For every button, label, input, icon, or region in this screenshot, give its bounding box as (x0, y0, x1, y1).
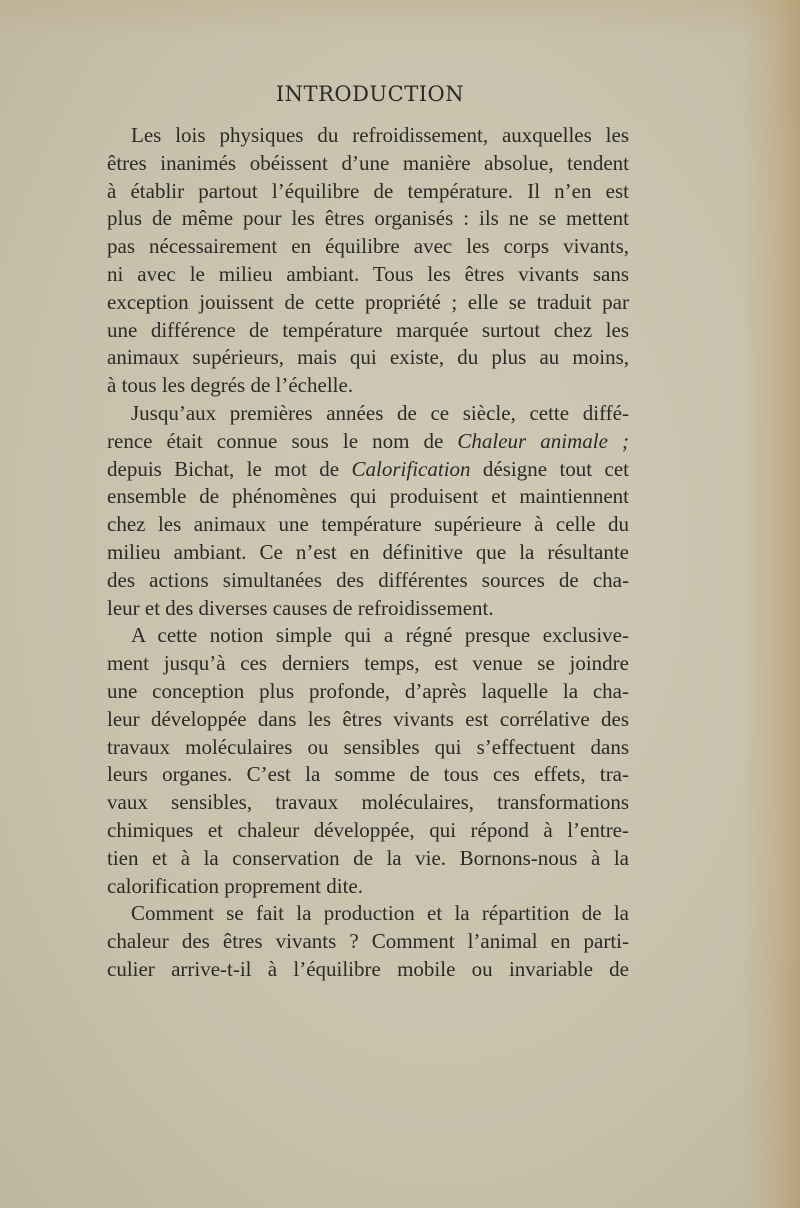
text-line: ment jusqu’à ces derniers temps, est venue se joindre (107, 651, 629, 676)
text-line: ni avec le milieu ambiant. Tous les êtres vivants sans (107, 261, 629, 286)
text-line: calorification proprement dite. (107, 873, 363, 898)
text-line: des actions simultanées des différentes sources de cha- (107, 567, 629, 592)
text-line: animaux supérieurs, mais qui existe, du plus au moins, (107, 345, 629, 370)
text-line: leur développée dans les êtres vivants est corrélative des (107, 706, 629, 731)
text-line (107, 456, 629, 484)
text-line: milieu ambiant. Ce n’est en définitive que la résultante (107, 539, 629, 564)
italic-term: Calorification (351, 456, 471, 481)
text-segment: désigne tout cet (470, 456, 630, 481)
text-line: travaux moléculaires ou sensibles qui s’effectuent dans (107, 734, 629, 759)
text-line: une conception plus profonde, d’après laquelle la cha- (107, 678, 629, 703)
text-line: culier arrive-t-il à l’équilibre mobile ou invariable de (107, 956, 629, 981)
text-line: à tous les degrés de l’échelle. (107, 373, 354, 398)
text-line: une différence de température marquée surtout chez les (107, 317, 629, 342)
page-edge-shading (740, 0, 800, 1208)
text-line: chimiques et chaleur développée, qui répond à l’entre- (107, 817, 629, 842)
text-line: vaux sensibles, travaux moléculaires, transformations (107, 790, 629, 815)
text-line: pas nécessairement en équilibre avec les corps vivants, (107, 234, 629, 259)
text-line: leur et des diverses causes de refroidissement. (107, 595, 494, 620)
text-segment: rence était connue sous le nom de (107, 428, 458, 453)
text-segment: depuis Bichat, le mot de (107, 456, 352, 481)
text-line: plus de même pour les êtres organisés : ils ne se mettent (107, 206, 629, 231)
text-line: ensemble de phénomènes qui produisent et maintiennent (107, 484, 629, 509)
italic-term: Chaleur animale ; (457, 428, 629, 453)
text-line: êtres inanimés obéissent d’une manière absolue, tendent (107, 150, 629, 175)
body-text (107, 122, 629, 984)
text-line (107, 428, 629, 456)
text-line: Les lois physiques du refroidissement, auxquelles les (131, 123, 629, 147)
text-line: Comment se fait la production et la répartition de la (131, 901, 629, 926)
text-line: tien et à la conservation de la vie. Bornons-nous à la (107, 845, 629, 870)
page-top-shading (0, 0, 800, 40)
text-line: chez les animaux une température supérieure à celle du (107, 512, 629, 537)
text-line: exception jouissent de cette propriété ; elle se traduit par (107, 289, 629, 314)
text-line: chaleur des êtres vivants ? Comment l’animal en parti- (107, 929, 629, 954)
text-line: Jusqu’aux premières années de ce siècle, cette diffé- (131, 400, 629, 425)
page-title: INTRODUCTION (275, 82, 465, 106)
text-line: A cette notion simple qui a régné presque exclusive- (131, 623, 629, 648)
text-line: à établir partout l’équilibre de température. Il n’en est (107, 178, 629, 203)
text-line: leurs organes. C’est la somme de tous ces effets, tra- (107, 762, 629, 787)
